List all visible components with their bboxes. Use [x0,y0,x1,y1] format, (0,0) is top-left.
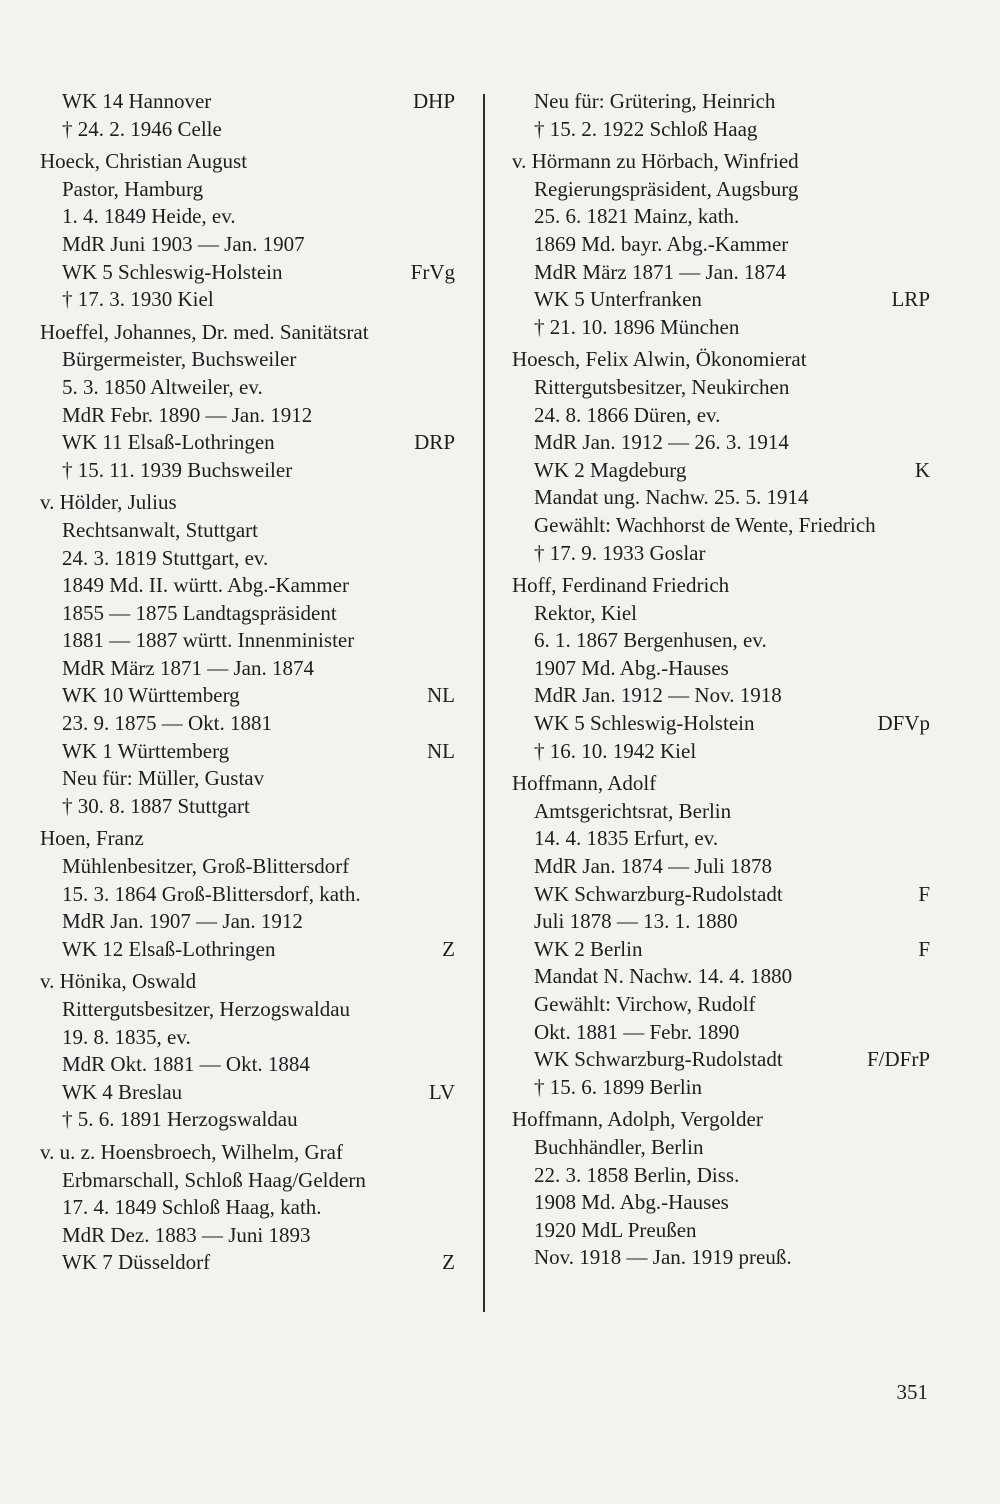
entry-line-text: MdR Jan. 1907 — Jan. 1912 [62,909,303,934]
right-column [512,88,930,1277]
entry-line-text: WK 5 Schleswig-Holstein [62,259,283,284]
entry-heading [512,346,930,374]
entry-line-text: Okt. 1881 — Febr. 1890 [534,1019,740,1044]
entry-line-text: Gewählt: Virchow, Rudolf [534,992,756,1016]
entry-line [40,374,455,402]
entry-line [40,996,455,1024]
entry-line-text: Hoen, Franz [40,826,144,851]
entry-line [40,572,455,600]
entry-line-text: WK Schwarzburg-Rudolstadt [534,881,783,906]
entry-line [512,963,930,991]
entry-line-text: WK 10 Württemberg [62,683,240,708]
biography-entry [40,489,455,820]
entry-line-text: 1869 Md. bayr. Abg.-Kammer [534,231,789,256]
entry-line [512,1134,930,1162]
entry-line [512,540,930,568]
entry-line [40,1079,455,1107]
entry-line-text: v. Hörmann zu Hörbach, Winfried [512,149,799,174]
entry-line-text: Regierungspräsident, Augsburg [534,176,799,201]
entry-line-text: WK 2 Magdeburg [534,457,687,482]
entry-line [40,116,455,144]
biography-entry [40,88,455,143]
entry-line [512,936,930,964]
entry-line-text: MdR Juni 1903 — Jan. 1907 [62,231,305,256]
entry-line [40,457,455,485]
entry-line-text: Hoffmann, Adolph, Vergolder [512,1107,763,1132]
entry-line [512,484,930,512]
entry-line-text: Hoffmann, Adolf [512,771,657,796]
entry-line [512,1189,930,1217]
left-column [40,88,455,1282]
entry-line [512,1244,930,1272]
entry-line [40,402,455,430]
entry-line [512,176,930,204]
entry-line [512,1162,930,1190]
entry-line [512,402,930,430]
entry-line [512,203,930,231]
entry-line-text: v. Hölder, Julius [40,490,177,515]
entry-line-text: Juli 1878 — 13. 1. 1880 [534,909,738,934]
entry-line-text: Erbmarschall, Schloß Haag/Geldern [62,1167,366,1192]
party-abbreviation: Z [442,936,455,961]
entry-line [512,88,930,116]
entry-line-text: WK Schwarzburg-Rudolstadt [534,1047,783,1072]
entry-heading [40,148,455,176]
entry-line-text: † 17. 9. 1933 Goslar [534,540,706,565]
entry-line [40,545,455,573]
entry-line [40,710,455,738]
entry-line [512,682,930,710]
entry-line [40,286,455,314]
entry-line-text: † 15. 2. 1922 Schloß Haag [534,116,758,141]
entry-line [40,655,455,683]
entry-line-text: Hoesch, Felix Alwin, Ökonomierat [512,347,807,372]
entry-line [40,738,455,766]
entry-line-text: Rektor, Kiel [534,600,637,625]
biography-entry [512,88,930,143]
party-abbreviation: NL [427,683,455,708]
biography-entry [40,825,455,963]
entry-line [512,116,930,144]
entry-line [512,600,930,628]
party-abbreviation: LRP [891,287,930,312]
entry-line-text: v. u. z. Hoensbroech, Wilhelm, Graf [40,1139,343,1164]
entry-line [512,1074,930,1102]
entry-line-text: MdR Dez. 1883 — Juni 1893 [62,1222,311,1247]
party-abbreviation: NL [427,738,455,763]
entry-line [40,88,455,116]
entry-line [512,1019,930,1047]
entry-line [40,1167,455,1195]
entry-line [512,908,930,936]
entry-line-text: † 21. 10. 1896 München [534,314,740,339]
entry-line-text: † 15. 11. 1939 Buchsweiler [62,457,293,482]
biography-entry [40,1139,455,1277]
party-abbreviation: FrVg [410,259,455,284]
biography-entry [512,572,930,765]
entry-line [40,600,455,628]
entry-line [512,457,930,485]
biography-entry [40,319,455,485]
entry-line [512,991,930,1019]
entry-line [40,346,455,374]
party-abbreviation: DHP [412,89,455,113]
entry-line-text: Rechtsanwalt, Stuttgart [62,517,258,542]
entry-line [512,798,930,826]
entry-line-text: Nov. 1918 — Jan. 1919 preuß. [534,1245,792,1270]
entry-line [40,936,455,964]
entry-line [512,374,930,402]
party-abbreviation: F [918,881,930,906]
entry-line-text: Pastor, Hamburg [62,176,204,201]
entry-line-text: 1908 Md. Abg.-Hauses [534,1190,729,1215]
entry-line-text: 24. 8. 1866 Düren, ev. [534,402,721,427]
entry-line [512,259,930,287]
entry-line [40,908,455,936]
party-abbreviation: Z [442,1250,455,1275]
party-abbreviation: F/DFrP [866,1047,930,1072]
entry-line-text: Neu für: Müller, Gustav [62,766,265,791]
entry-line [512,286,930,314]
entry-line-text: WK 12 Elsaß-Lothringen [62,936,276,961]
entry-line-text: Neu für: Grütering, Heinrich [534,89,776,113]
entry-line-text: 1. 4. 1849 Heide, ev. [62,204,236,229]
entry-line-text: WK 14 Hannover [62,89,212,113]
entry-line [512,1217,930,1245]
entry-line-text: MdR März 1871 — Jan. 1874 [534,259,786,284]
entry-line [40,627,455,655]
entry-line-text: MdR Febr. 1890 — Jan. 1912 [62,402,313,427]
entry-heading [40,825,455,853]
biography-entry [512,148,930,341]
entry-line [40,765,455,793]
biography-entry [40,968,455,1134]
entry-line [40,429,455,457]
entry-line-text: 1849 Md. II. württ. Abg.-Kammer [62,573,349,598]
party-abbreviation: K [914,457,930,482]
entry-line-text: 22. 3. 1858 Berlin, Diss. [534,1162,740,1187]
entry-line-text: 1855 — 1875 Landtagspräsident [62,600,337,625]
party-abbreviation: DFVp [877,711,930,736]
biography-entry [40,148,455,314]
entry-line-text: Buchhändler, Berlin [534,1134,704,1159]
entry-line-text: † 24. 2. 1946 Celle [62,116,222,141]
entry-line-text: † 17. 3. 1930 Kiel [62,287,214,312]
entry-line-text: Hoff, Ferdinand Friedrich [512,573,730,598]
entry-line-text: Gewählt: Wachhorst de Wente, Friedrich [534,512,876,537]
entry-heading [512,572,930,600]
entry-heading [40,489,455,517]
entry-heading [40,319,455,347]
entry-line-text: WK 11 Elsaß-Lothringen [62,430,275,455]
entry-heading [512,1106,930,1134]
entry-line-text: v. Hönika, Oswald [40,969,197,994]
entry-line [512,1046,930,1074]
entry-line-text: Rittergutsbesitzer, Neukirchen [534,374,790,399]
entry-line-text: 5. 3. 1850 Altweiler, ev. [62,374,263,399]
entry-line-text: Rittergutsbesitzer, Herzogswaldau [62,997,351,1021]
entry-line-text: 17. 4. 1849 Schloß Haag, kath. [62,1195,322,1220]
entry-line [40,203,455,231]
entry-line [40,1051,455,1079]
entry-line [512,853,930,881]
entry-line-text: Hoeffel, Johannes, Dr. med. Sanitätsrat [40,319,369,344]
entry-line [40,682,455,710]
entry-line [40,1249,455,1277]
entry-line-text: WK 4 Breslau [62,1079,183,1104]
entry-line-text: WK 1 Württemberg [62,738,230,763]
entry-line-text: † 30. 8. 1887 Stuttgart [62,793,250,818]
entry-heading [40,1139,455,1167]
party-abbreviation: F [918,936,930,961]
entry-heading [512,770,930,798]
entry-line [40,881,455,909]
party-abbreviation: LV [428,1079,455,1104]
entry-line [40,793,455,821]
entry-heading [40,968,455,996]
entry-line-text: 1907 Md. Abg.-Hauses [534,655,729,680]
entry-line [512,314,930,342]
page-number: 351 [896,1380,928,1404]
entry-line [512,825,930,853]
entry-line [40,259,455,287]
entry-line [40,1222,455,1250]
entry-line [40,176,455,204]
entry-line [512,710,930,738]
entry-line-text: 25. 6. 1821 Mainz, kath. [534,204,740,229]
entry-line [40,1194,455,1222]
entry-line-text: 14. 4. 1835 Erfurt, ev. [534,826,719,851]
entry-line-text: 1920 MdL Preußen [534,1217,697,1242]
entry-line-text: 19. 8. 1835, ev. [62,1024,191,1049]
entry-line [512,881,930,909]
entry-line [40,853,455,881]
entry-line [512,231,930,259]
biography-entry [512,1106,930,1272]
entry-line [512,429,930,457]
entry-line-text: Bürgermeister, Buchsweiler [62,347,297,372]
entry-line-text: WK 5 Unterfranken [534,287,702,312]
entry-line-text: MdR Jan. 1874 — Juli 1878 [534,854,773,879]
entry-line-text: † 16. 10. 1942 Kiel [534,738,697,763]
entry-line-text: MdR März 1871 — Jan. 1874 [62,655,314,680]
entry-line-text: 6. 1. 1867 Bergenhusen, ev. [534,628,767,653]
entry-line [40,231,455,259]
entry-line-text: WK 7 Düsseldorf [62,1250,211,1275]
biography-entry [512,346,930,567]
entry-line [40,517,455,545]
entry-line-text: 1881 — 1887 württ. Innenminister [62,628,355,653]
entry-line [512,512,930,540]
entry-line-text: MdR Okt. 1881 — Okt. 1884 [62,1052,310,1077]
column-divider [483,94,485,1312]
entry-line-text: 23. 9. 1875 — Okt. 1881 [62,711,272,736]
entry-line [512,627,930,655]
entry-line-text: Hoeck, Christian August [40,149,248,174]
entry-line [512,655,930,683]
entry-line-text: MdR Jan. 1912 — 26. 3. 1914 [534,430,789,455]
entry-line-text: MdR Jan. 1912 — Nov. 1918 [534,683,782,708]
entry-line-text: Amtsgerichtsrat, Berlin [534,798,732,823]
entry-line-text: Mühlenbesitzer, Groß-Blittersdorf [62,854,350,879]
party-abbreviation: DRP [414,430,455,455]
entry-line [40,1106,455,1134]
entry-line [40,1024,455,1052]
entry-line [512,738,930,766]
entry-line-text: † 15. 6. 1899 Berlin [534,1074,702,1099]
entry-heading [512,148,930,176]
entry-line-text: WK 2 Berlin [534,936,643,961]
entry-line-text: Mandat ung. Nachw. 25. 5. 1914 [534,485,809,510]
entry-line-text: WK 5 Schleswig-Holstein [534,711,755,736]
entry-line-text: Mandat N. Nachw. 14. 4. 1880 [534,964,793,989]
biography-entry [512,770,930,1101]
entry-line-text: 24. 3. 1819 Stuttgart, ev. [62,545,269,570]
entry-line-text: 15. 3. 1864 Groß-Blittersdorf, kath. [62,881,361,906]
entry-line-text: † 5. 6. 1891 Herzogswaldau [62,1107,298,1132]
